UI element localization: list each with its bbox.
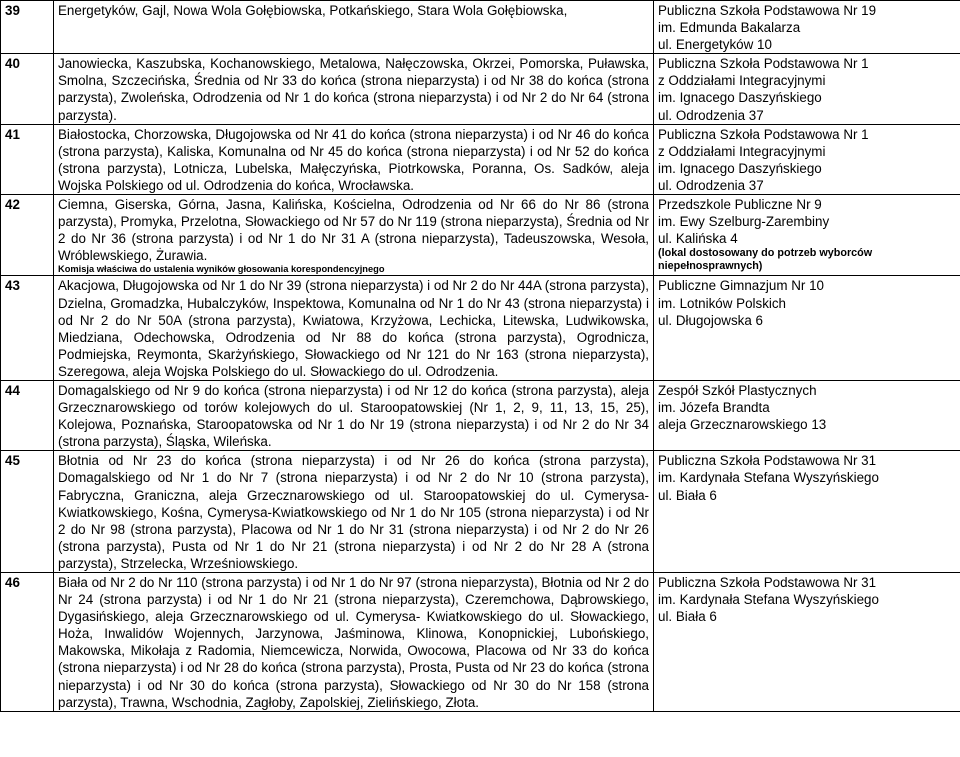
polling-place-line: im. Józefa Brandta: [658, 400, 770, 416]
polling-place-line: ul. Odrodzenia 37: [658, 107, 764, 123]
polling-place-line: im. Ewy Szelburg-Zarembiny: [658, 214, 830, 230]
district-number: 43: [1, 276, 54, 381]
polling-place-line: im. Ignacego Daszyńskiego: [658, 160, 822, 176]
district-number: 40: [1, 54, 54, 124]
district-streets-cell: [54, 451, 654, 573]
district-streets: Ciemna, Giserska, Górna, Jasna, Kalińska, Kościelna, Odrodzenia od Nr 66 do Nr 86 (strona parzysta), Promyka, Przelotna, Słowackiego od Nr 57 do Nr 119 (strona nieparzysta), Średnia od Nr 2 do Nr 36 (strona parzysta) i od Nr 1 do Nr 31 A (strona nieparzysta), Tadeuszowska, Wesoła, Wróblewskiego, Żurawia.: [58, 197, 649, 264]
polling-place-line: Publiczna Szkoła Podstawowa Nr 1: [658, 56, 869, 72]
polling-place-line: ul. Energetyków 10: [658, 37, 772, 53]
polling-place-line: ul. Kalińska 4: [658, 231, 738, 247]
district-streets: Akacjowa, Długojowska od Nr 1 do Nr 39 (strona nieparzysta) i od Nr 2 do Nr 44A (strona parzysta), Dzielna, Gromadzka, Hubalczyków, Inspektowa, Komunalna od Nr 1 do Nr 43 (strona nieparzysta) i od Nr 2 do Nr 50A (strona parzysta), Kwiatowa, Krzyżowa, Lechicka, Litewska, Ludwikowska, Miedziana, Odechowska, Odrodzenia od Nr 88 do końca (strona parzysta), Ogrodnicza, Podmiejska, Reymonta, Skarżyńskiego, Słowackiego od Nr 121 do Nr 163 (strona nieparzysta), Szeregowa, aleja Wojska Polskiego do ul. Słowackiego do ul. Odrodzenia.: [58, 278, 649, 379]
polling-place-cell: [654, 276, 960, 381]
polling-place-line: im. Kardynała Stefana Wyszyńskiego: [658, 592, 879, 608]
polling-place-line: Publiczna Szkoła Podstawowa Nr 31: [658, 575, 877, 590]
district-number: 44: [1, 380, 54, 450]
district-streets-cell: [54, 54, 654, 124]
polling-place-cell: [654, 380, 960, 450]
polling-place-line: Przedszkole Publiczne Nr 9: [658, 197, 822, 213]
table-row: [1, 195, 960, 276]
district-streets: Domagalskiego od Nr 9 do końca (strona nieparzysta) i od Nr 12 do końca (strona parzysta), aleja Grzecznarowskiego od torów kolejowych do ul. Staroopatowskiej (Nr 1, 2, 9, 11, 13, 15, 25), Kolejowa, Poznańska, Staroopatowska od Nr 1 do Nr 19 (strona nieparzysta) i od Nr 2 do Nr 34 (strona parzysta), Śląska, Wileńska.: [58, 382, 649, 450]
polling-place-line: ul. Biała 6: [658, 609, 717, 625]
polling-place-line: Publiczne Gimnazjum Nr 10: [658, 278, 824, 294]
district-streets-cell: [54, 276, 654, 381]
district-streets-cell: [54, 124, 654, 194]
polling-place-line: ul. Biała 6: [658, 487, 717, 503]
polling-place-cell: [654, 195, 960, 276]
table-row: [1, 276, 960, 381]
polling-place-line: Publiczna Szkoła Podstawowa Nr 31: [658, 453, 877, 469]
accessibility-note: (lokal dostosowany do potrzeb wyborców niepełnosprawnych): [658, 247, 873, 273]
district-number: 41: [1, 124, 54, 194]
polling-place-line: Zespół Szkół Plastycznych: [658, 382, 817, 398]
district-streets-cell: [54, 380, 654, 450]
polling-place-cell: [654, 54, 960, 124]
polling-place-line: im. Ignacego Daszyńskiego: [658, 90, 822, 106]
district-streets: Biała od Nr 2 do Nr 110 (strona parzysta) i od Nr 1 do Nr 97 (strona nieparzysta), Błotnia od Nr 2 do Nr 24 (strona parzysta) i od Nr 1 do Nr 21 (strona nieparzysta), Czeremchowa, Dąbrowskiego, Dygasińskiego, aleja Grzecznarowskiego od ul. Cymerysa- Kwiatkowskiego do ul. Słowackiego, Hoża, Inwalidów Wojennych, Jarzynowa, Jaśminowa, Klinowa, Konopnickiej, Lubońskiego, Makowska, Mikołaja z Radomia, Niemcewicza, Norwida, Owocowa, Placowa od Nr 33 do końca (strona nieparzysta) i od Nr 28 do końca (strona parzysta), Prosta, Pusta od Nr 23 do końca (strona nieparzysta) i od Nr 30 do końca (strona parzysta), Słowackiego od Nr 30 do Nr 158 (strona parzysta), Trawna, Wschodnia, Zagłoby, Zapolskiej, Zielińskiego, Złota.: [58, 575, 649, 710]
district-streets: Energetyków, Gajl, Nowa Wola Gołębiowska, Potkańskiego, Stara Wola Gołębiowska,: [58, 3, 568, 18]
polling-place-line: im. Edmunda Bakalarza: [658, 20, 801, 36]
polling-place-line: Publiczna Szkoła Podstawowa Nr 19: [658, 3, 877, 18]
polling-place-line: im. Kardynała Stefana Wyszyńskiego: [658, 470, 879, 486]
district-streets-cell: [54, 1, 654, 54]
district-number: 42: [1, 195, 54, 276]
table-row: [1, 54, 960, 124]
polling-place-line: ul. Odrodzenia 37: [658, 177, 764, 193]
table-row: [1, 451, 960, 573]
district-streets: Janowiecka, Kaszubska, Kochanowskiego, Metalowa, Nałęczowska, Okrzei, Pomorska, Puławska, Smolna, Szczecińska, Średnia od Nr 33 do końca (strona nieparzysta) i od Nr 38 do końca (strona parzysta), Zwoleńska, Odrodzenia od Nr 1 do końca (strona nieparzysta) i od Nr 2 do Nr 64 (strona parzysta).: [58, 56, 649, 123]
table-row: [1, 573, 960, 712]
polling-place-line: z Oddziałami Integracyjnymi: [658, 73, 826, 89]
district-number: 46: [1, 573, 54, 712]
table-row: [1, 1, 960, 54]
table-row: [1, 124, 960, 194]
polling-place-line: ul. Długojowska 6: [658, 312, 763, 328]
polling-place-line: Publiczna Szkoła Podstawowa Nr 1: [658, 126, 869, 142]
polling-place-line: z Oddziałami Integracyjnymi: [658, 143, 826, 159]
district-streets-cell: [54, 573, 654, 712]
table-row: [1, 380, 960, 450]
district-streets: Błotnia od Nr 23 do końca (strona nieparzysta) i od Nr 26 do końca (strona parzysta), Domagalskiego od Nr 1 do Nr 7 (strona nieparzysta) i od Nr 2 do Nr 10 (strona parzysta), Fabryczna, Graniczna, aleja Grzecznarowskiego od ul. Staroopatowskiej do ul. Cymerysa- Kwiatkowskiego, Kośna, Cymerysa-Kwiatkowskiego od Nr 1 do Nr 105 (strona nieparzysta) i od Nr 2 do Nr 98 (strona parzysta), Placowa od Nr 1 do Nr 31 (strona nieparzysta) i od Nr 2 do Nr 26 (strona parzysta), Pusta od Nr 1 do Nr 21 (strona nieparzysta) i od Nr 2 do Nr 28 A (strona parzysta), Strzelecka, Wrześniowskiego.: [58, 453, 649, 571]
polling-place-cell: [654, 1, 960, 54]
polling-place-cell: [654, 573, 960, 712]
district-number: 45: [1, 451, 54, 573]
polling-place-line: im. Lotników Polskich: [658, 295, 787, 311]
polling-place-cell: [654, 451, 960, 573]
polling-place-line: aleja Grzecznarowskiego 13: [658, 417, 827, 433]
district-number: 39: [1, 1, 54, 54]
polling-place-cell: [654, 124, 960, 194]
districts-table-body: [1, 1, 960, 712]
district-streets: Białostocka, Chorzowska, Długojowska od Nr 41 do końca (strona nieparzysta) i od Nr 46 do końca (strona parzysta), Kaliska, Komunalna od Nr 45 do końca (strona nieparzysta) i od Nr 52 do końca (strona parzysta), Lotnicza, Lubelska, Małęczyńska, Piotrkowska, Poranna, Os. Sadków, aleja Wojska Polskiego od ul. Odrodzenia do końca, Wrocławska.: [58, 126, 649, 193]
correspondence-vote-note: Komisja właściwa do ustalenia wyników głosowania korespondencyjnego: [58, 264, 385, 275]
district-streets-cell: [54, 195, 654, 276]
